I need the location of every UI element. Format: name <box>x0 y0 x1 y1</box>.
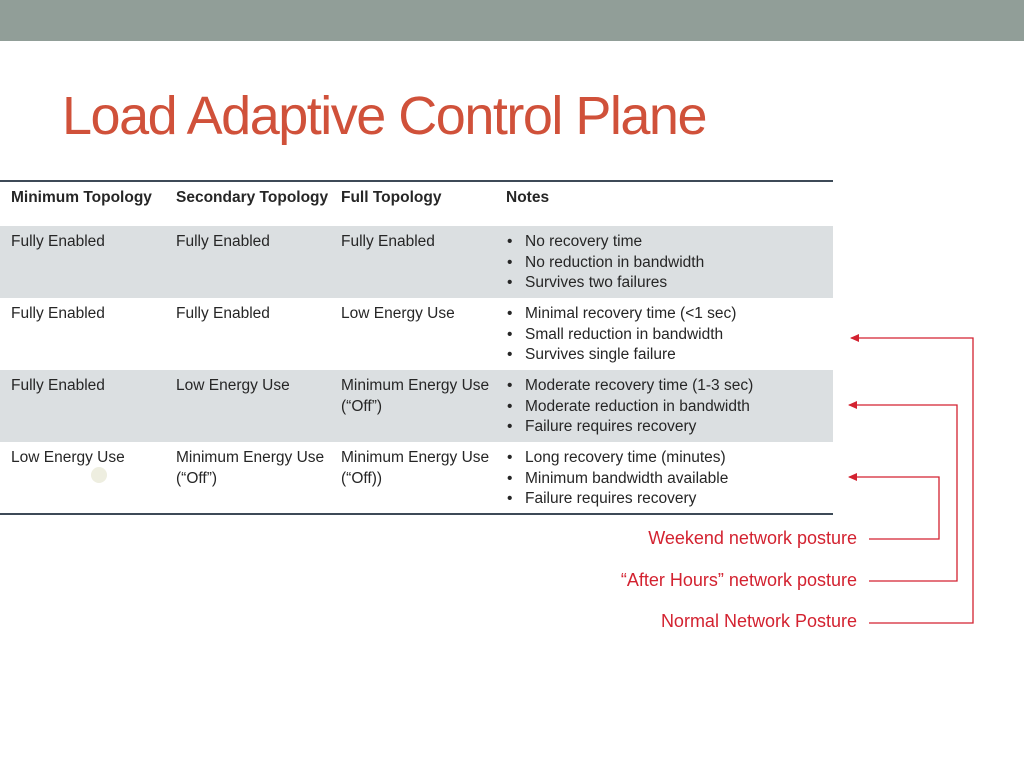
normal-posture-label: Normal Network Posture <box>660 611 857 631</box>
note-item: • Failure requires recovery <box>506 417 833 438</box>
cell-notes <box>495 370 833 442</box>
note-item: • Survives single failure <box>506 345 833 366</box>
note-item: • Minimal recovery time (<1 sec) <box>506 304 833 325</box>
table-row <box>0 370 833 442</box>
note-item: • Small reduction in bandwidth <box>506 325 833 346</box>
note-item: • Minimum bandwidth available <box>506 469 833 490</box>
note-item: • Moderate reduction in bandwidth <box>506 397 833 418</box>
topology-table <box>0 180 833 515</box>
weekend-posture-label: Weekend network posture <box>648 528 857 548</box>
cell-notes <box>495 298 833 370</box>
note-item: • No reduction in bandwidth <box>506 253 833 274</box>
notes-list <box>506 448 833 510</box>
note-item: • No recovery time <box>506 232 833 253</box>
notes-list <box>506 232 833 294</box>
cell-full: Fully Enabled <box>330 226 495 298</box>
cell-minimum: Fully Enabled <box>11 305 105 322</box>
cell-minimum: Fully Enabled <box>0 226 165 298</box>
cell-secondary: Low Energy Use <box>165 370 330 442</box>
notes-list <box>506 304 833 366</box>
decorative-dot <box>91 467 107 483</box>
cell-secondary: Fully Enabled <box>176 305 270 322</box>
cell-notes <box>495 226 833 298</box>
table-row <box>0 226 833 298</box>
note-item: • Moderate recovery time (1-3 sec) <box>506 376 833 397</box>
note-item: • Failure requires recovery <box>506 489 833 510</box>
cell-full: Minimum Energy Use (“Off”) <box>330 370 495 442</box>
header-secondary-topology: Secondary Topology <box>176 189 329 206</box>
note-item: • Long recovery time (minutes) <box>506 448 833 469</box>
after-hours-posture-label: “After Hours” network posture <box>620 570 857 590</box>
cell-minimum: Fully Enabled <box>0 370 165 442</box>
table-header-row <box>0 181 833 226</box>
header-full-topology: Full Topology <box>341 189 442 206</box>
top-banner <box>0 0 1024 41</box>
slide-title: Load Adaptive Control Plane <box>62 86 706 146</box>
header-minimum-topology: Minimum Topology <box>11 189 152 206</box>
cell-secondary: Minimum Energy Use (“Off”) <box>176 449 325 487</box>
normal-posture-arrow <box>851 338 973 623</box>
cell-notes <box>495 442 833 514</box>
cell-full: Low Energy Use <box>341 305 455 322</box>
cell-secondary: Fully Enabled <box>165 226 330 298</box>
cell-full: Minimum Energy Use (“Off)) <box>341 449 490 487</box>
weekend-posture-arrow <box>849 477 939 539</box>
header-notes: Notes <box>506 189 550 206</box>
table-row <box>0 442 833 514</box>
cell-minimum: Low Energy Use <box>11 449 125 466</box>
note-item: • Survives two failures <box>506 273 833 294</box>
notes-list <box>506 376 833 438</box>
table-row <box>0 298 833 370</box>
after-hours-posture-arrow <box>849 405 957 581</box>
